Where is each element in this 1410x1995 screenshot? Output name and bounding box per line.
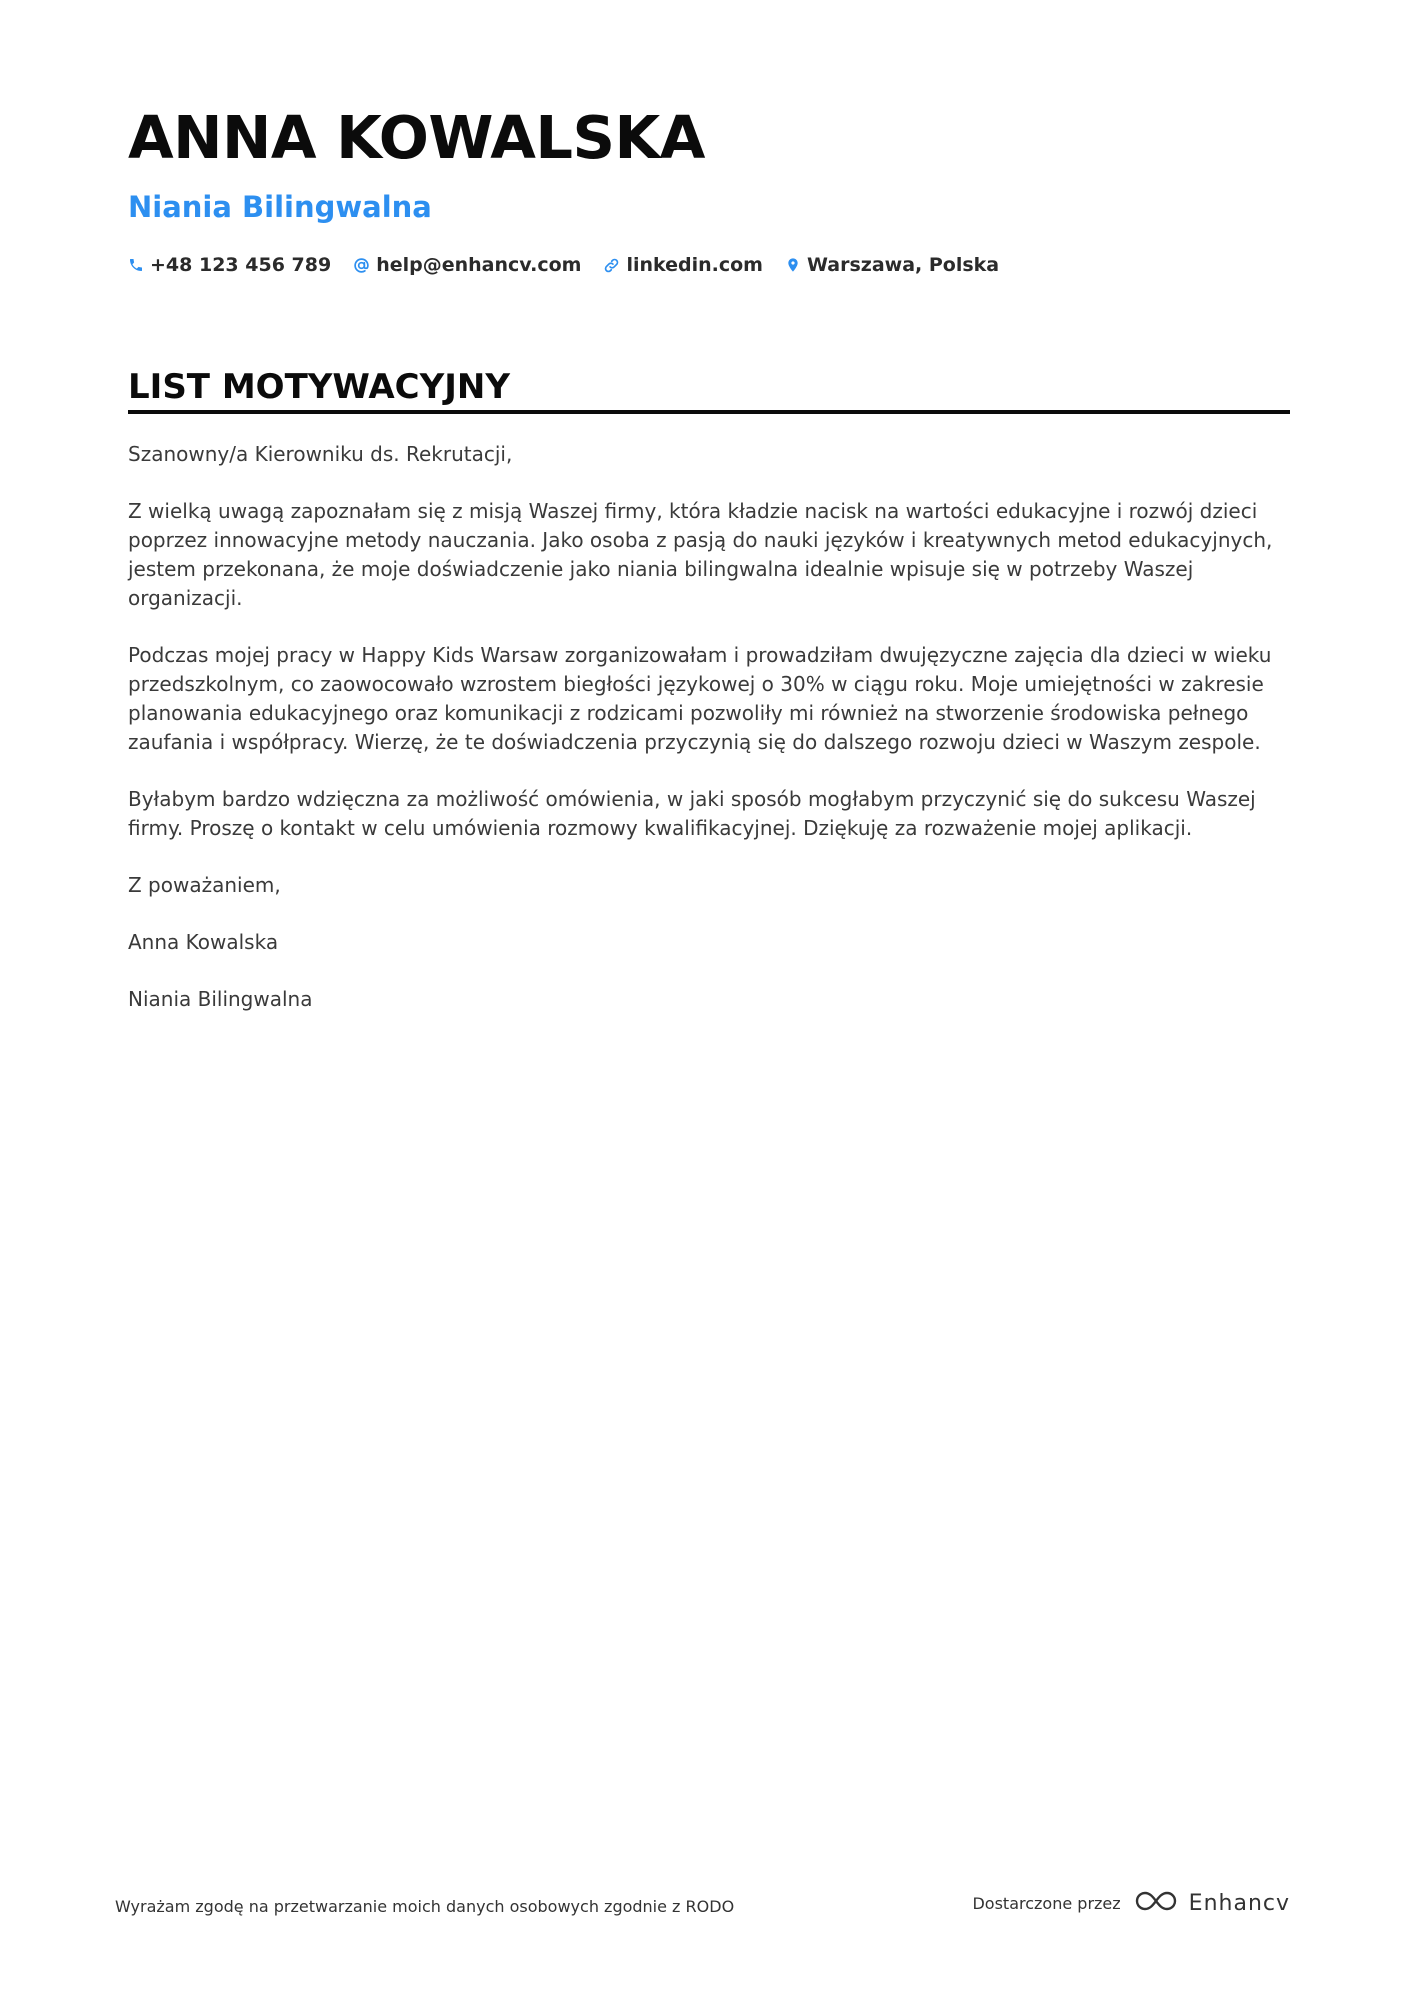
powered-by[interactable] bbox=[972, 1888, 1290, 1919]
candidate-name: ANNA KOWALSKA bbox=[128, 103, 705, 172]
section-divider bbox=[128, 410, 1290, 414]
contact-linkedin[interactable] bbox=[603, 254, 763, 276]
contact-phone[interactable] bbox=[128, 254, 331, 276]
enhancv-wordmark: Enhancv bbox=[1188, 1891, 1290, 1916]
powered-by-label: Dostarczone przez bbox=[972, 1894, 1121, 1913]
enhancv-infinity-icon bbox=[1133, 1888, 1179, 1919]
letter-paragraph: Podczas mojej pracy w Happy Kids Warsaw zorganizowałam i prowadziłam dwujęzyczne zajęcia dla dzieci w wieku przedszkolnym, co zaowocowało wzrostem biegłości językowej o 30% w ciągu roku. Moje umiejętności w zakresie planowania edukacyjnego oraz komunikacji z rodzicami pozwoliły mi również na stworzenie środowiska pełnego zaufania i współpracy. Wierzę, że te doświadczenia przyczynią się do dalszego rozwoju dzieci w Waszym zespole. bbox=[128, 643, 1272, 754]
contact-email-text: help@enhancv.com bbox=[376, 254, 582, 276]
letter-salutation: Szanowny/a Kierowniku ds. Rekrutacji, bbox=[128, 442, 513, 466]
section-title: LIST MOTYWACYJNY bbox=[128, 367, 510, 407]
location-pin-icon bbox=[785, 256, 801, 274]
signature-name: Anna Kowalska bbox=[128, 930, 279, 954]
contact-email[interactable] bbox=[353, 254, 581, 276]
gdpr-consent: Wyrażam zgodę na przetwarzanie moich danych osobowych zgodnie z RODO bbox=[115, 1897, 735, 1916]
phone-icon bbox=[128, 257, 144, 273]
contact-bar bbox=[128, 254, 999, 276]
letter-paragraph: Z wielką uwagą zapoznałam się z misją Waszej firmy, która kładzie nacisk na wartości edukacyjne i rozwój dzieci poprzez innowacyjne metody nauczania. Jako osoba z pasją do nauki języków i kreatywnych metod edukacyjnych, jestem przekonana, że moje doświadczenie jako niania bilingwalna idealnie wpisuje się w potrzeby Waszej organizacji. bbox=[128, 499, 1273, 610]
contact-location bbox=[785, 254, 999, 276]
letter-paragraph: Byłabym bardzo wdzięczna za możliwość omówienia, w jaki sposób mogłabym przyczynić się do sukcesu Waszej firmy. Proszę o kontakt w celu umówienia rozmowy kwalifikacyjnej. Dziękuję za rozważenie mojej aplikacji. bbox=[128, 787, 1256, 840]
candidate-role: Niania Bilingwalna bbox=[128, 190, 432, 224]
enhancv-logo bbox=[1133, 1888, 1290, 1919]
signature-role: Niania Bilingwalna bbox=[128, 987, 313, 1011]
letter-closing: Z poważaniem, bbox=[128, 873, 281, 897]
at-icon bbox=[353, 257, 370, 274]
contact-location-text: Warszawa, Polska bbox=[806, 254, 1000, 276]
contact-phone-text: +48 123 456 789 bbox=[150, 254, 332, 276]
contact-linkedin-text: linkedin.com bbox=[626, 254, 763, 276]
link-icon bbox=[603, 257, 620, 274]
letter-body bbox=[128, 440, 1290, 1042]
